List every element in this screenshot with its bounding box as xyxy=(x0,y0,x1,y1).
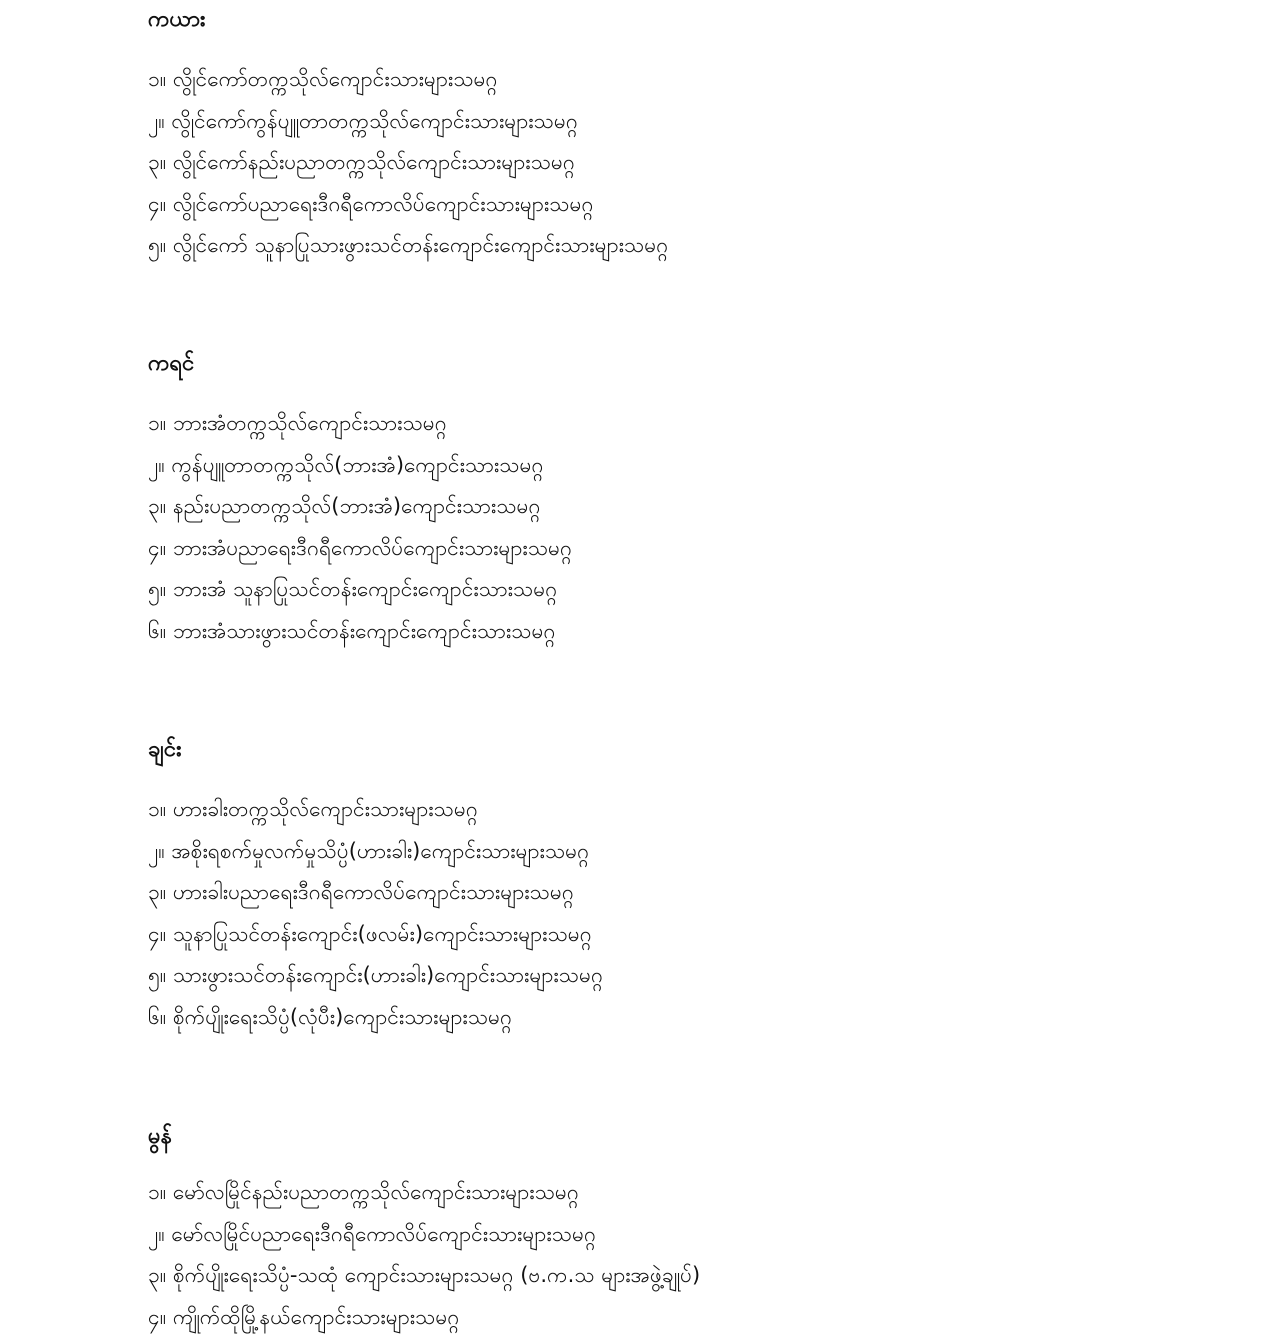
list-item: ၃။ လွိုင်ကော်နည်းပညာတက္ကသိုလ်ကျောင်းသားများသမဂ္ဂ xyxy=(148,150,575,175)
list-item: ၄။ ကျိုက်ထိုမြို့နယ်ကျောင်းသားများသမဂ္ဂ xyxy=(148,1304,460,1329)
section-kayah xyxy=(148,0,668,267)
section-title: ကရင် xyxy=(148,351,195,376)
list-item: ၃။ ဟားခါးပညာရေးဒီဂရီကောလိပ်ကျောင်းသားများသမဂ္ဂ xyxy=(148,880,574,905)
list-item: ၁။ ဟားခါးတက္ကသိုလ်ကျောင်းသားများသမဂ္ဂ xyxy=(148,797,478,821)
union-list xyxy=(148,789,603,1039)
list-item: ၁။ ဘားအံတက္ကသိုလ်ကျောင်းသားသမဂ္ဂ xyxy=(148,411,447,435)
list-item: ၆။ ဘားအံသားဖွားသင်တန်းကျောင်းကျောင်းသားသမဂ္ဂ xyxy=(148,618,556,643)
section-kayin xyxy=(148,344,572,653)
list-item: ၂။ လွိုင်ကော်ကွန်ပျူတာတက္ကသိုလ်ကျောင်းသားများသမဂ္ဂ xyxy=(148,108,578,133)
union-list xyxy=(148,403,572,653)
list-item: ၄။ ဘားအံပညာရေးဒီဂရီကောလိပ်ကျောင်းသားများသမဂ္ဂ xyxy=(148,535,573,560)
section-mon xyxy=(148,1117,700,1338)
list-item: ၁။ မော်လမြိုင်နည်းပညာတက္ကသိုလ်ကျောင်းသားများသမဂ္ဂ xyxy=(148,1180,579,1204)
list-item: ၂။ ကွန်ပျူတာတက္ကသိုလ်(ဘားအံ)ကျောင်းသားသမဂ္ဂ xyxy=(148,452,544,477)
list-item: ၃။ စိုက်ပျိုးရေးသိပ္ပံ-သထုံ ကျောင်းသားများသမဂ္ဂ (ဗ.က.သ များအဖွဲ့ချုပ်) xyxy=(148,1263,701,1288)
list-item: ၂။ အစိုးရစက်မှုလက်မှုသိပ္ပံ(ဟားခါး)ကျောင်းသားများသမဂ္ဂ xyxy=(148,838,590,863)
list-item: ၅။ သားဖွားသင်တန်းကျောင်း(ဟားခါး)ကျောင်းသားများသမဂ္ဂ xyxy=(148,963,603,988)
section-title: မွန် xyxy=(148,1124,172,1149)
section-title: ချင်း xyxy=(148,737,182,762)
list-item: ၁။ လွိုင်ကော်တက္ကသိုလ်ကျောင်းသားများသမဂ္ဂ xyxy=(148,67,498,91)
list-item: ၅။ လွိုင်ကော် သူနာပြုသားဖွားသင်တန်းကျောင်းကျောင်းသားများသမဂ္ဂ xyxy=(148,233,669,258)
list-item: ၄။ သူနာပြုသင်တန်းကျောင်း(ဖလမ်း)ကျောင်းသားများသမဂ္ဂ xyxy=(148,921,592,946)
union-list xyxy=(148,59,668,267)
section-title: ကယား xyxy=(148,7,206,32)
list-item: ၃။ နည်းပညာတက္ကသိုလ်(ဘားအံ)ကျောင်းသားသမဂ္ဂ xyxy=(148,494,541,519)
union-list xyxy=(148,1172,700,1338)
list-item: ၅။ ဘားအံ သူနာပြုသင်တန်းကျောင်းကျောင်းသားသမဂ္ဂ xyxy=(148,577,558,602)
list-item: ၆။ စိုက်ပျိုးရေးသိပ္ပံ(လုံပီး)ကျောင်းသားများသမဂ္ဂ xyxy=(148,1004,513,1029)
list-item: ၄။ လွိုင်ကော်ပညာရေးဒီဂရီကောလိပ်ကျောင်းသားများသမဂ္ဂ xyxy=(148,191,594,216)
list-item: ၂။ မော်လမြိုင်ပညာရေးဒီဂရီကောလိပ်ကျောင်းသားများသမဂ္ဂ xyxy=(148,1221,596,1246)
section-chin xyxy=(148,730,603,1039)
